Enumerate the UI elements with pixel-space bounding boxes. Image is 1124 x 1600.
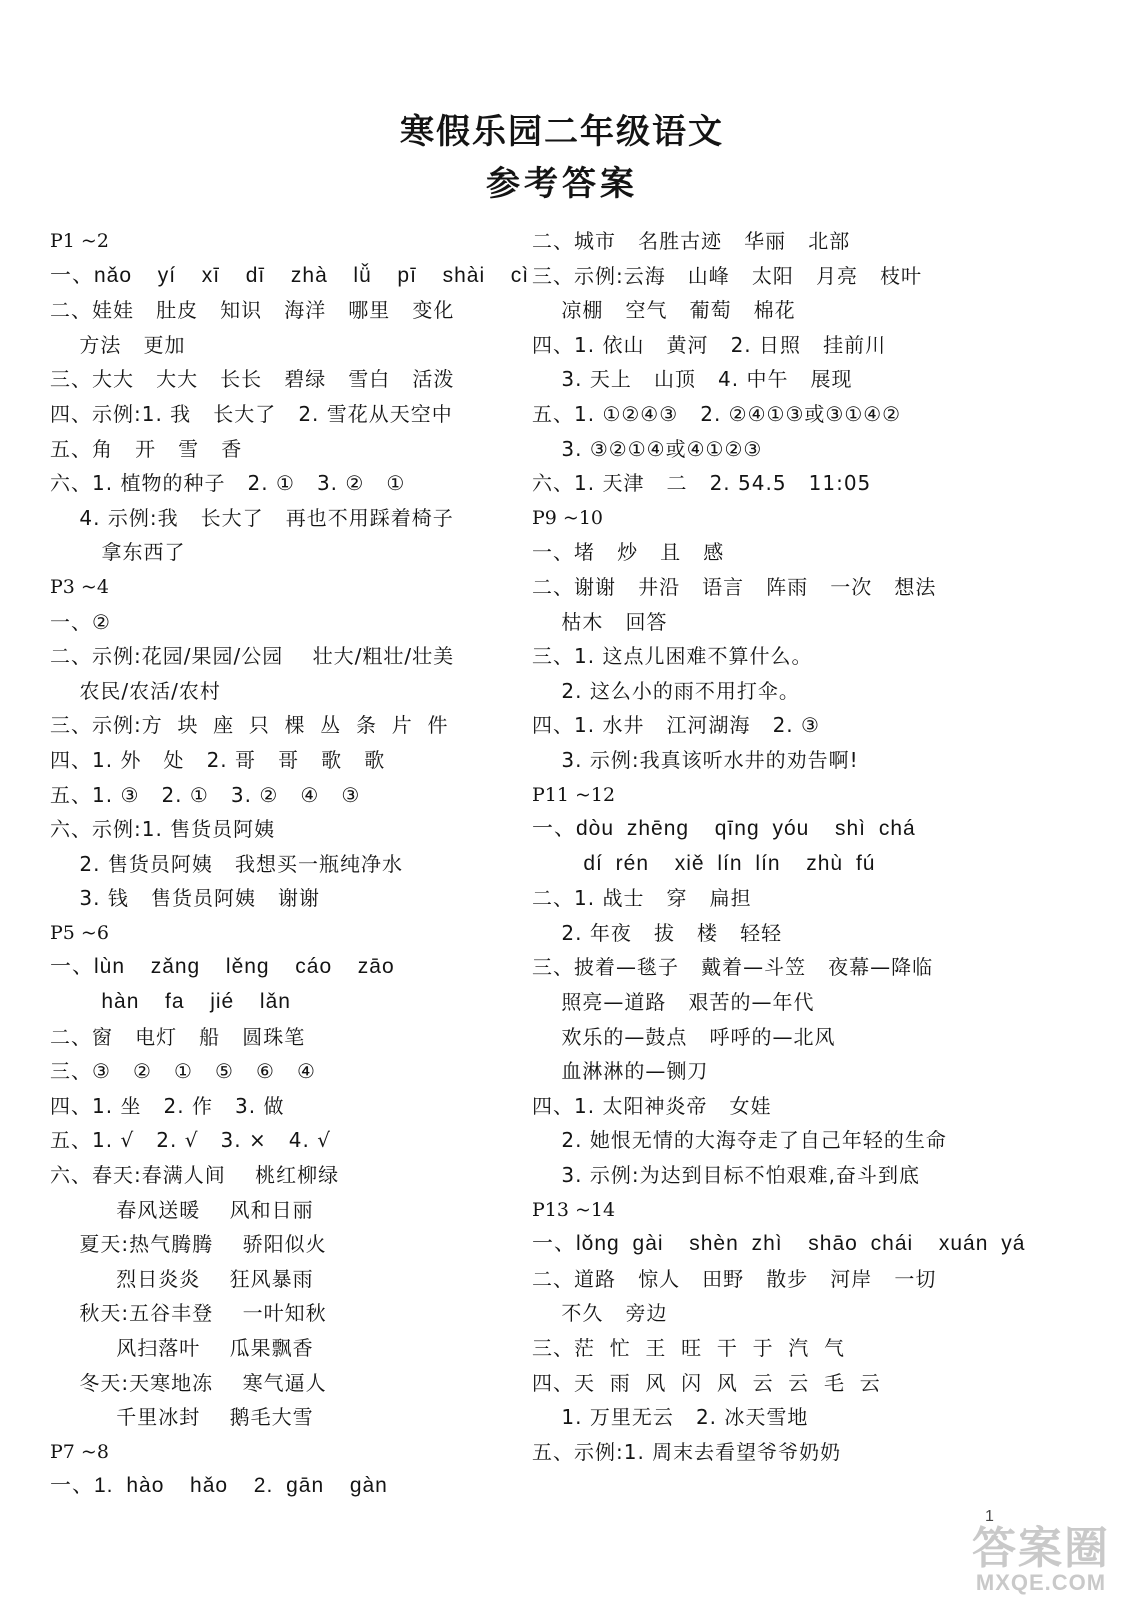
answer-line: 夏天:热气腾腾 骄阳似火 [50,1232,327,1257]
answer-line: 3. ③②①④或④①②③ [532,436,763,461]
answer-line: 一、堵 炒 且 感 [532,540,725,565]
answer-line: 枯木 回答 [532,609,668,634]
answer-line: 四、1. 太阳神炎帝 女娃 [532,1093,772,1118]
answer-line: 二、谢谢 井沿 语言 阵雨 一次 想法 [532,574,937,599]
answer-line: 二、示例:花园/果园/公园 壮大/粗壮/壮美 [50,644,455,669]
answer-line: 2. 她恨无情的大海夺走了自己年轻的生命 [532,1128,947,1153]
answer-line: 不久 旁边 [532,1301,668,1326]
answer-line: 一、nǎo yí xī dī zhà lǚ pī shài cì [50,263,530,287]
answer-line: 风扫落叶 瓜果飘香 [50,1336,314,1360]
watermark [972,1526,1110,1594]
answer-line: 三、披着—毯子 戴着—斗笠 夜幕—降临 [532,955,934,980]
answer-line: dí rén xiě lín lín zhù fú [532,851,876,875]
section-heading: P11 ~12 [532,783,616,806]
answer-line: 六、春天:春满人间 桃红柳绿 [50,1163,340,1188]
answer-line: 一、1. hào hǎo 2. gān gàn [50,1474,388,1498]
answer-line: 六、示例:1. 售货员阿姨 [50,817,276,842]
page-number: 1 [985,1508,994,1525]
answer-line: 一、② [50,609,111,634]
answer-column-left [50,224,550,1504]
section-heading: P1 ~2 [50,230,109,252]
answer-line: 五、角 开 雪 香 [50,436,243,461]
answer-line: 3. 天上 山顶 4. 中午 展现 [532,367,853,392]
answer-line: 3. 示例:为达到目标不怕艰难,奋斗到底 [532,1163,920,1188]
answer-line: 二、窗 电灯 船 圆珠笔 [50,1024,306,1049]
answer-line: 三、③ ② ① ⑤ ⑥ ④ [50,1059,316,1084]
answer-line: 3. 钱 售货员阿姨 谢谢 [50,886,321,911]
answer-line: 3. 示例:我真该听水井的劝告啊! [532,747,859,772]
answer-line: 四、天 雨 风 闪 风 云 云 毛 云 [532,1370,881,1395]
answer-line: 四、1. 水井 江河湖海 2. ③ [532,713,820,738]
answer-line: 照亮—道路 艰苦的—年代 [532,990,815,1015]
answer-line: 1. 万里无云 2. 冰天雪地 [532,1405,809,1430]
answer-line: 六、1. 植物的种子 2. ① 3. ② ① [50,471,406,496]
answer-line: 凉棚 空气 葡萄 棉花 [532,298,796,323]
page-title: 寒假乐园二年级语文 [400,112,724,152]
answer-line: 三、茫 忙 王 旺 干 于 汽 气 [532,1336,846,1360]
answer-line: 三、1. 这点儿困难不算什么。 [532,644,813,669]
answer-line: 拿东西了 [50,540,186,565]
page-subtitle: 参考答案 [486,164,638,204]
answer-line: 五、1. √ 2. √ 3. × 4. √ [50,1128,331,1153]
answer-line: 四、1. 依山 黄河 2. 日照 挂前川 [532,332,887,357]
watermark-logo: 答案圈 [972,1524,1110,1573]
section-heading: P5 ~6 [50,921,109,944]
answer-line: 四、1. 坐 2. 作 3. 做 [50,1093,285,1118]
answer-line: 四、示例:1. 我 长大了 2. 雪花从天空中 [50,401,453,426]
answer-line: 2. 售货员阿姨 我想买一瓶纯净水 [50,851,403,876]
answer-line: 三、大大 大大 长长 碧绿 雪白 活泼 [50,367,455,392]
answer-line: 五、1. ①②④③ 2. ②④①③或③①④② [532,401,902,426]
section-heading: P13 ~14 [532,1198,616,1221]
answer-line: 千里冰封 鹅毛大雪 [50,1405,314,1430]
answer-line: 2. 年夜 拔 楼 轻轻 [532,920,783,945]
section-heading: P9 ~10 [532,506,604,529]
answer-line: 五、1. ③ 2. ① 3. ② ④ ③ [50,782,361,807]
answer-line: 二、道路 惊人 田野 散步 河岸 一切 [532,1266,937,1291]
answer-line: 农民/农活/农村 [50,678,221,703]
answer-line: 二、1. 战士 穿 扁担 [532,886,752,911]
answer-line: 2. 这么小的雨不用打伞。 [532,678,800,703]
answer-line: 六、1. 天津 二 2. 54.5 11:05 [532,471,872,496]
answer-line: 五、示例:1. 周末去看望爷爷奶奶 [532,1439,842,1464]
answer-column-right [532,224,1052,1469]
answer-line: hàn fa jié lǎn [50,990,291,1014]
answer-line: 冬天:天寒地冻 寒气逼人 [50,1370,327,1395]
answer-line: 三、示例:云海 山峰 太阳 月亮 枝叶 [532,263,923,288]
answer-line: 方法 更加 [50,332,186,357]
section-heading: P7 ~8 [50,1440,109,1463]
answer-line: 春风送暖 风和日丽 [50,1197,314,1222]
answer-line: 一、dòu zhēng qīng yóu shì chá [532,817,916,841]
answer-line: 秋天:五谷丰登 一叶知秋 [50,1301,327,1326]
answer-line: 三、示例:方 块 座 只 棵 丛 条 片 件 [50,713,449,738]
watermark-url: MXQE.COM [975,1570,1107,1595]
answer-line: 四、1. 外 处 2. 哥 哥 歌 歌 [50,747,386,772]
answer-line: 一、lǒng gài shèn zhì shāo chái xuán yá [532,1232,1026,1256]
answer-line: 欢乐的—鼓点 呼呼的—北风 [532,1024,836,1049]
answer-line: 二、城市 名胜古迹 华丽 北部 [532,229,851,253]
answer-line: 血淋淋的—铡刀 [532,1059,709,1084]
answer-line: 一、lùn zǎng lěng cáo zāo [50,955,395,979]
section-heading: P3 ~4 [50,575,109,598]
answer-line: 4. 示例:我 长大了 再也不用踩着椅子 [50,505,454,530]
answer-line: 烈日炎炎 狂风暴雨 [50,1266,314,1291]
answer-line: 二、娃娃 肚皮 知识 海洋 哪里 变化 [50,298,455,323]
